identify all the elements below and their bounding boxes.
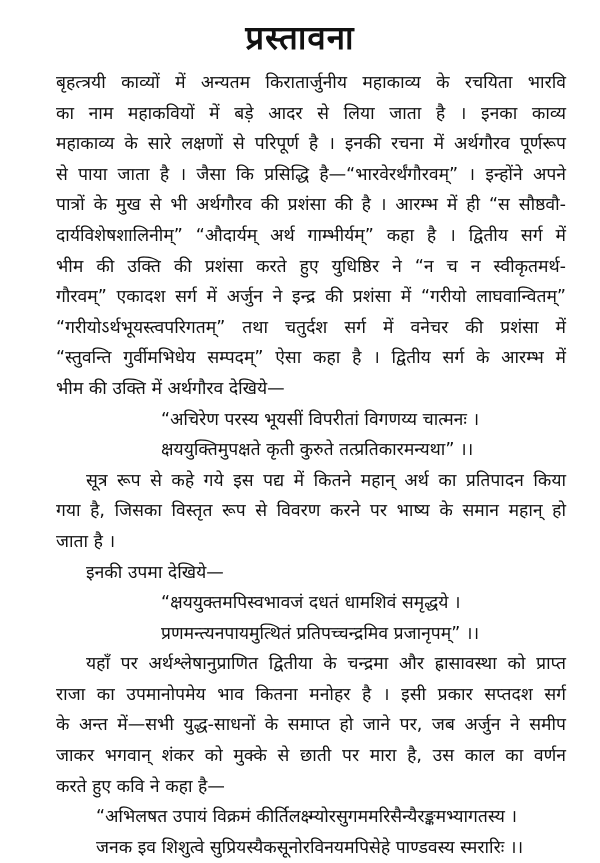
text-line: महाकाव्य के सारे लक्षणों से परिपूर्ण है । इनकी रचना में अर्थगौरव पूर्णरूप: [56, 134, 566, 155]
verse-line: “अभिलषत उपायं विक्रमं कीर्तिलक्ष्म्योरसुगममरिसैन्यैरङ्कमभ्यागतस्य ।: [96, 807, 518, 828]
text-line: बृहत्त्रयी काव्यों में अन्यतम किरातार्जुनीय महाकाव्य के रचयिता भारवि: [56, 73, 566, 93]
text-line: राजा का उपमानोपमेय भाव कितना मनोहर है । इसी प्रकार सप्तदश सर्ग: [56, 684, 566, 705]
verse-line: प्रणमन्त्यनपायमुत्थितं प्रतिपच्चन्द्रमिव प्रजानृपम्” ।।: [161, 623, 480, 644]
text-line: पात्रों के मुख से भी अर्थगौरव की प्रशंसा की है । आरम्भ में ही “स सौष्ठवौ-: [56, 195, 566, 216]
verse-line: “क्षययुक्तमपिस्वभावजं दधतं धामशिवं समृद्धये ।: [161, 593, 461, 614]
text-line: गौरवम्” एकादश सर्ग में अर्जुन ने इन्द्र की प्रशंसा में “गरीयो लाघवान्वितम्”: [56, 287, 566, 308]
text-line: “गरीयोऽर्थभूयस्त्वपरिगतम्” तथा चतुर्दश सर्ग में वनेचर की प्रशंसा में: [56, 317, 566, 338]
text-line: से पाया जाता है । जैसा कि प्रसिद्धि है—“भारवेरर्थंगौरवम्” । इन्होंने अपने: [56, 164, 566, 185]
text-line: के अन्त में—सभी युद्ध-साधनों के समाप्त हो जाने पर, जब अर्जुन ने समीप: [56, 715, 566, 736]
text-line: भीम की उक्ति में अर्थगौरव देखिये—: [56, 378, 285, 399]
text-line: सूत्र रूप से कहे गये इस पद्य में कितने महान् अर्थ का प्रतिपादन किया: [86, 470, 566, 491]
text-line: का नाम महाकवियों में बड़े आदर से लिया जाता है । इनका काव्य: [56, 103, 566, 124]
text-line: “स्तुवन्ति गुर्वीमभिधेय सम्पदम्” ऐसा कहा है । द्वितीय सर्ग के आरम्भ में: [56, 348, 566, 369]
text-line: जाकर भगवान् शंकर को मुक्के से छाती पर मारा है, उस काल का वर्णन: [56, 746, 566, 767]
text-line: गया है, जिसका विस्तृत रूप से विवरण करने पर भाष्य के समान महान् हो: [56, 501, 566, 522]
verse-line: “अचिरेण परस्य भूयसीं विपरीतां विगणय्य चात्मनः ।: [161, 409, 480, 430]
verse-line: क्षययुक्तिमुपक्षते कृती कुरुते तत्प्रतिकारमन्यथा” ।।: [161, 440, 474, 461]
text-line: जाता है ।: [56, 531, 116, 552]
text-line: भीम की उक्ति की प्रशंसा करते हुए युधिष्ठिर ने “न च न स्वीकृतमर्थ-: [56, 256, 566, 277]
verse-line: जनक इव शिशुत्वे सुप्रियस्यैकसूनोरविनयमपिसेहे पाण्डवस्य स्मरारिः ।।: [96, 837, 524, 858]
text-line: यहाँ पर अर्थश्लेषानुप्राणित द्वितीया के चन्द्रमा और ह्रासावस्था को प्राप्त: [86, 654, 566, 675]
document-body: [56, 68, 566, 863]
page-title: प्रस्तावना: [245, 18, 355, 57]
text-line: करते हुए कवि ने कहा है—: [56, 776, 225, 797]
text-line: दार्यविशेषशालिनीम्” “औदार्यम् अर्थ गाम्भीर्यम्” कहा है । द्वितीय सर्ग में: [56, 225, 566, 246]
text-line: इनकी उपमा देखिये—: [86, 562, 224, 583]
